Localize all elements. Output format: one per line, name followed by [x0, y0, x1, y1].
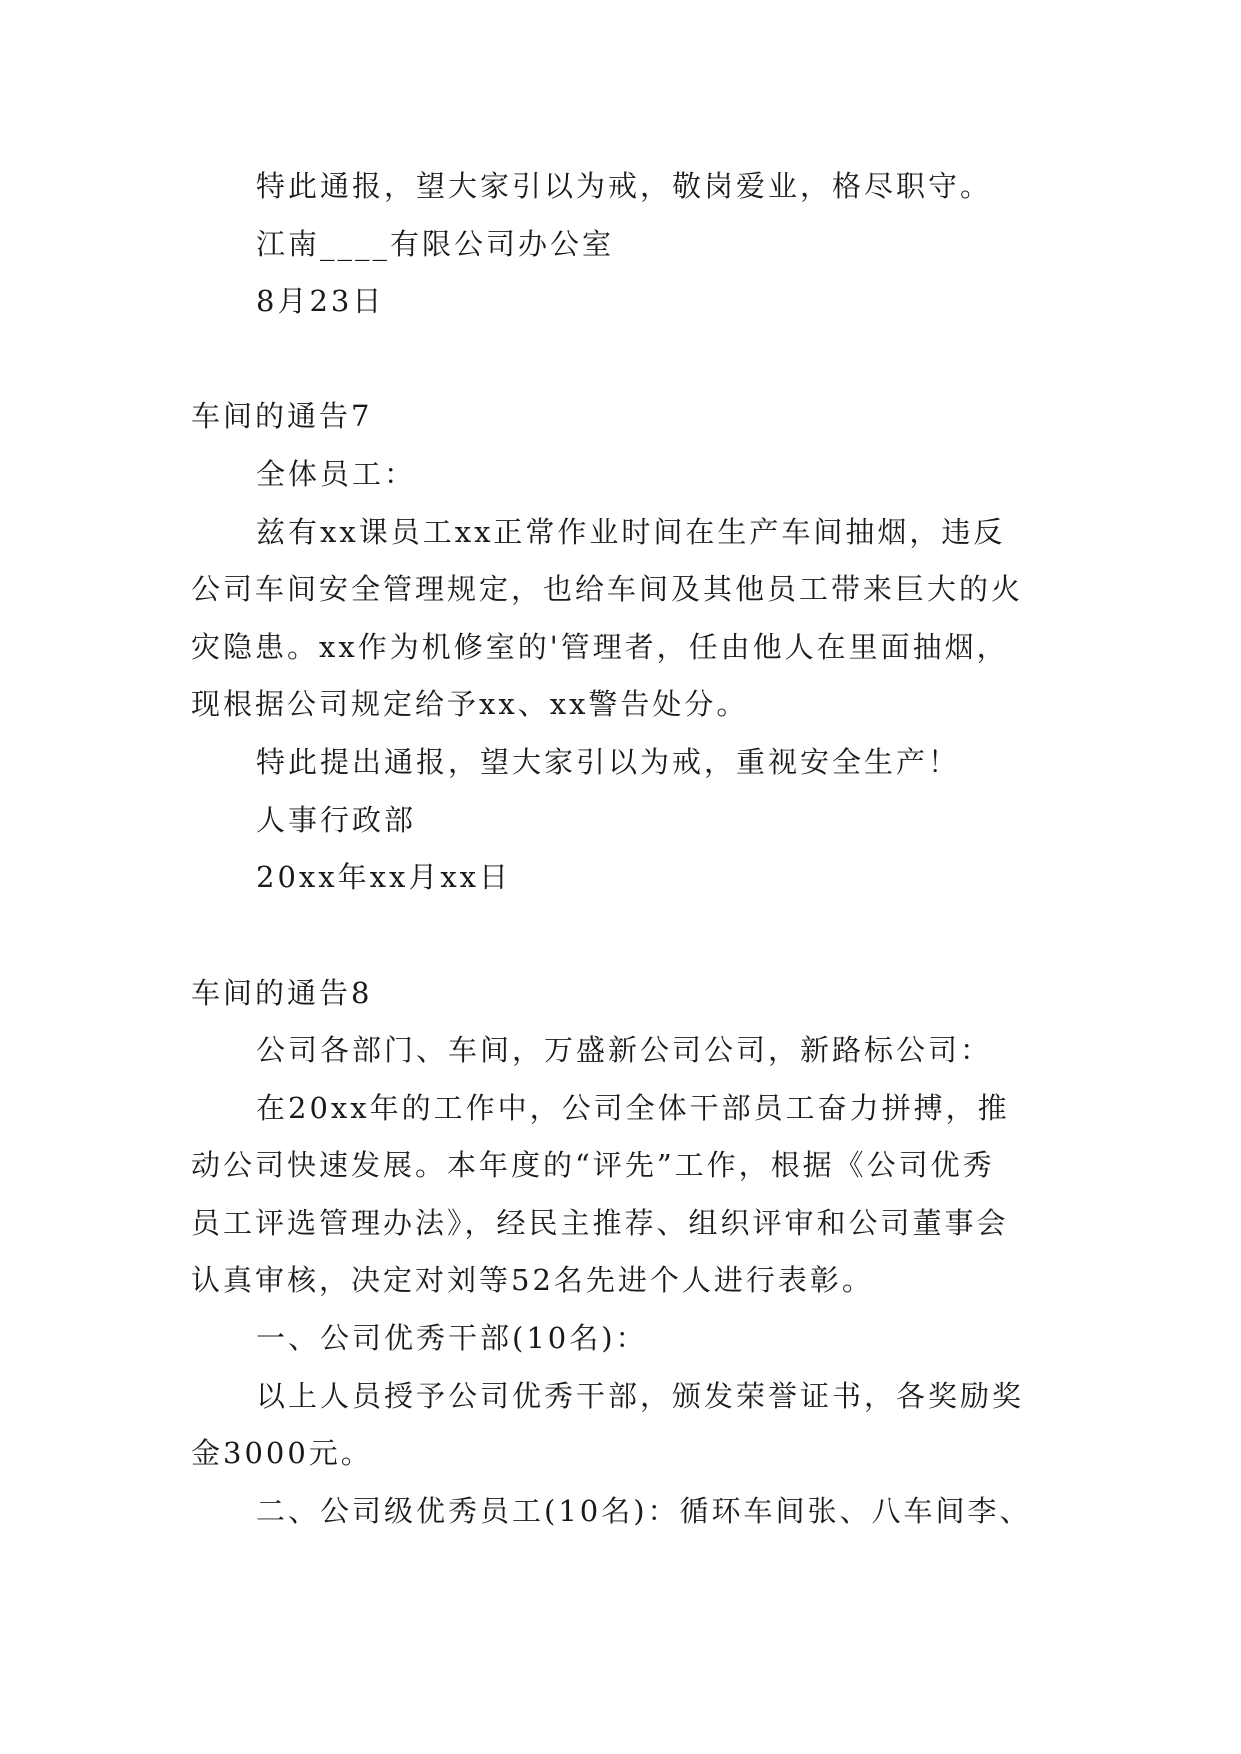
notice8-section2-line: 二、公司级优秀员工(10名)：循环车间张、八车间李、 [256, 1494, 1032, 1528]
notice8-section1-line: 金3000元。 [191, 1436, 373, 1470]
notice8-section1-line: 以上人员授予公司优秀干部，颁发荣誉证书，各奖励奖 [256, 1379, 1025, 1413]
notice7-body-line: 公司车间安全管理规定，也给车间及其他员工带来巨大的火 [191, 572, 1024, 606]
notice7-body-line: 现根据公司规定给予xx、xx警告处分。 [191, 687, 749, 721]
notice6-closing: 特此通报，望大家引以为戒，敬岗爱业，格尽职守。 [256, 169, 993, 203]
notice8-section1-title: 一、公司优秀干部(10名)： [256, 1321, 648, 1355]
notice7-closing: 特此提出通报，望大家引以为戒，重视安全生产！ [256, 745, 961, 779]
notice7-date: 20xx年xx月xx日 [256, 860, 512, 894]
notice8-body-line: 动公司快速发展。本年度的“评先”工作，根据《公司优秀 [191, 1148, 995, 1182]
notice8-salutation: 公司各部门、车间，万盛新公司公司，新路标公司： [256, 1033, 993, 1067]
notice7-salutation: 全体员工： [256, 457, 417, 491]
notice6-date: 8月23日 [256, 284, 385, 318]
notice8-heading: 车间的通告8 [191, 976, 373, 1010]
notice8-body-line: 认真审核，决定对刘等52名先进个人进行表彰。 [191, 1263, 874, 1297]
notice8-body-line: 员工评选管理办法》，经民主推荐、组织评审和公司董事会 [191, 1206, 1009, 1240]
notice7-signature: 人事行政部 [256, 803, 417, 837]
notice8-body-line: 在20xx年的工作中，公司全体干部员工奋力拼搏，推 [256, 1091, 1010, 1125]
notice7-body-line: 灾隐患。xx作为机修室的'管理者，任由他人在里面抽烟， [191, 630, 1009, 664]
notice7-body-line: 兹有xx课员工xx正常作业时间在生产车间抽烟，违反 [256, 515, 1006, 549]
notice7-heading: 车间的通告7 [191, 399, 373, 433]
notice6-signature: 江南____有限公司办公室 [256, 227, 615, 261]
